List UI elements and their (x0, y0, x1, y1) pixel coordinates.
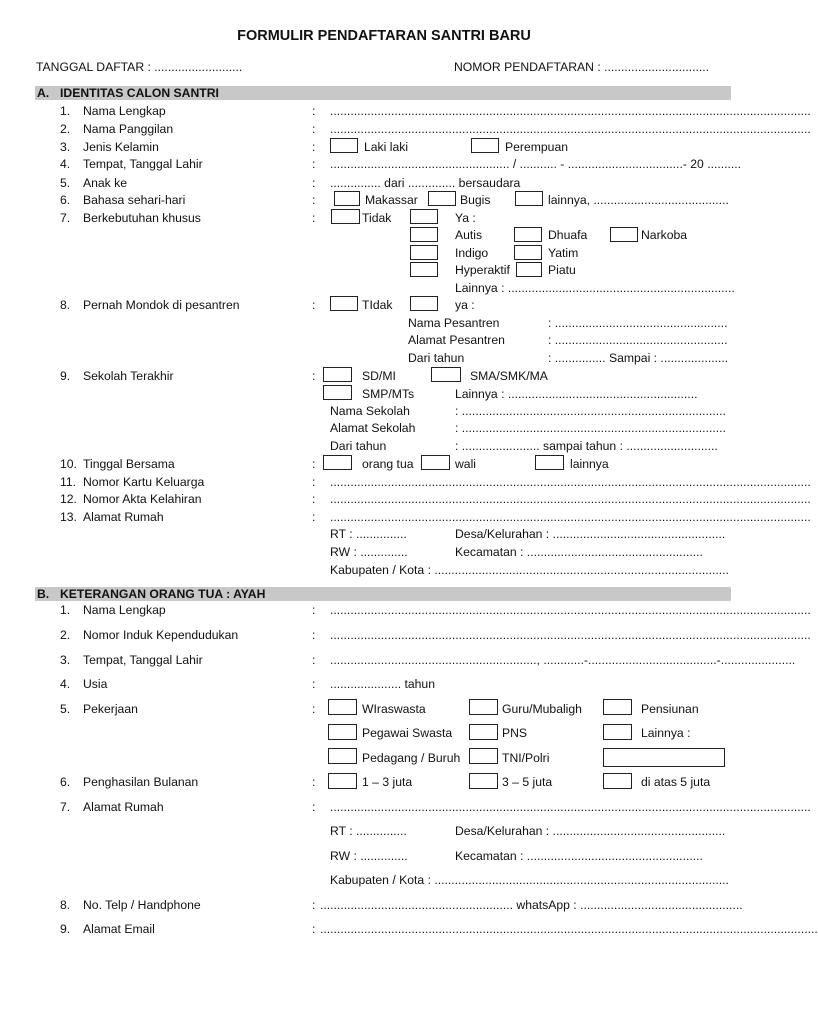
checkbox-pedagang[interactable] (328, 748, 357, 764)
option-piatu: Piatu (548, 263, 576, 277)
label-nama-sekolah: Nama Sekolah (330, 404, 410, 418)
item-number: 4. (60, 157, 71, 171)
item-number: 2. (60, 122, 71, 136)
checkbox-sma[interactable] (431, 367, 461, 382)
label-nama-panggilan: Nama Panggilan (83, 122, 174, 136)
colon: : (312, 157, 316, 171)
option-wiraswasta: WIraswasta (362, 702, 426, 716)
option-tni-polri: TNI/Polri (502, 751, 550, 765)
checkbox-pensiunan[interactable] (603, 699, 632, 715)
item-number: 9. (60, 369, 71, 383)
label-pernah-mondok: Pernah Mondok di pesantren (83, 298, 240, 312)
colon: : (312, 800, 316, 814)
registration-number-field[interactable]: NOMOR PENDAFTARAN : ............................... (454, 60, 710, 74)
section-a-title: IDENTITAS CALON SANTRI (60, 86, 219, 100)
checkbox-bugis[interactable] (428, 191, 456, 206)
colon: : (312, 702, 316, 716)
colon: : (312, 140, 316, 154)
label-jenis-kelamin: Jenis Kelamin (83, 140, 159, 154)
option-sd-mi: SD/MI (362, 369, 396, 383)
option-mondok-ya: ya : (455, 298, 475, 312)
checkbox-narkoba[interactable] (610, 227, 638, 242)
item-number: 4. (60, 677, 71, 691)
label-anak-ke: Anak ke (83, 176, 128, 190)
colon: : (312, 193, 316, 207)
checkbox-wiraswasta[interactable] (328, 699, 357, 715)
label-nama-pesantren: Nama Pesantren (408, 316, 500, 330)
option-bugis: Bugis (460, 193, 491, 207)
label-alamat-rumah: Alamat Rumah (83, 510, 164, 524)
checkbox-laki-laki[interactable] (330, 138, 358, 153)
item-number: 6. (60, 193, 71, 207)
field-ayah-nik[interactable]: .............................................................................................................................................. (330, 628, 811, 642)
option-hyperaktif: Hyperaktif (455, 263, 510, 277)
label-nama-lengkap: Nama Lengkap (83, 104, 166, 118)
colon: : (312, 457, 316, 471)
colon: : (312, 211, 316, 225)
item-number: 5. (60, 702, 71, 716)
label-ayah-email: Alamat Email (83, 922, 155, 936)
checkbox-pns[interactable] (469, 724, 498, 740)
checkbox-pekerjaan-lainnya[interactable] (603, 724, 632, 740)
colon: : (312, 628, 316, 642)
field-ayah-rw[interactable]: RW : .............. (330, 849, 408, 863)
item-number: 5. (60, 176, 71, 190)
field-ayah-kabupaten[interactable]: Kabupaten / Kota : ....................................................................................... (330, 873, 729, 887)
option-ya: Ya : (455, 211, 476, 225)
option-pns: PNS (502, 726, 528, 740)
option-yatim: Yatim (548, 246, 579, 260)
item-number: 8. (60, 898, 71, 912)
option-tinggal-lainnya: lainnya (570, 457, 609, 471)
option-pensiunan: Pensiunan (641, 702, 699, 716)
option-penghasilan-3-5: 3 – 5 juta (502, 775, 553, 789)
item-number: 1. (60, 603, 71, 617)
item-number: 12. (60, 492, 77, 506)
colon: : (312, 298, 316, 312)
checkbox-wali[interactable] (421, 455, 450, 470)
field-nomor-kk[interactable]: .............................................................................................................................................. (330, 475, 811, 489)
option-guru: Guru/Mubaligh (502, 702, 582, 716)
option-makassar: Makassar (365, 193, 418, 207)
colon: : (312, 122, 316, 136)
label-bahasa: Bahasa sehari-hari (83, 193, 186, 207)
option-tidak: Tidak (362, 211, 392, 225)
checkbox-hyperaktif[interactable] (410, 262, 438, 277)
checkbox-bahasa-lainnya[interactable] (515, 191, 543, 206)
option-sma: SMA/SMK/MA (470, 369, 548, 383)
option-smp-mts: SMP/MTs (362, 387, 415, 401)
field-ayah-email[interactable]: ................................................................................................................................................... (320, 922, 818, 936)
label-ayah-telp: No. Telp / Handphone (83, 898, 201, 912)
item-number: 3. (60, 140, 71, 154)
colon: : (312, 603, 316, 617)
colon: : (312, 492, 316, 506)
checkbox-sd-mi[interactable] (323, 367, 352, 382)
field-kabupaten-kota[interactable]: Kabupaten / Kota : ....................................................................................... (330, 563, 729, 577)
checkbox-pegawai-swasta[interactable] (328, 724, 357, 740)
label-ayah-alamat: Alamat Rumah (83, 800, 164, 814)
colon: : (312, 369, 316, 383)
field-ayah-rt[interactable]: RT : ............... (330, 824, 407, 838)
option-penghasilan-1-3: 1 – 3 juta (362, 775, 413, 789)
field-rw[interactable]: RW : .............. (330, 545, 408, 559)
item-number: 3. (60, 653, 71, 667)
option-dhuafa: Dhuafa (548, 228, 588, 242)
option-laki-laki: Laki laki (364, 140, 409, 154)
colon: : (312, 176, 316, 190)
colon: : (312, 653, 316, 667)
checkbox-tidak[interactable] (331, 209, 360, 224)
label-dari-tahun-sekolah: Dari tahun (330, 439, 387, 453)
label-ayah-nama: Nama Lengkap (83, 603, 166, 617)
field-kebutuhan-lainnya[interactable]: Lainnya : ................................................................... (455, 281, 735, 295)
option-orang-tua: orang tua (362, 457, 414, 471)
label-nomor-kk: Nomor Kartu Keluarga (83, 475, 205, 489)
option-perempuan: Perempuan (505, 140, 569, 154)
checkbox-smp-mts[interactable] (323, 385, 352, 400)
option-pegawai-swasta: Pegawai Swasta (362, 726, 453, 740)
checkbox-guru[interactable] (469, 699, 498, 715)
checkbox-piatu[interactable] (516, 262, 542, 277)
section-a-letter: A. (37, 86, 50, 100)
field-ayah-ttl[interactable]: ............................................................., ............-......................................-...................... (330, 653, 796, 667)
form-title: FORMULIR PENDAFTARAN SANTRI BARU (237, 28, 531, 44)
item-number: 6. (60, 775, 71, 789)
option-wali: wali (455, 457, 476, 471)
checkbox-indigo[interactable] (410, 245, 438, 260)
checkbox-perempuan[interactable] (471, 138, 499, 153)
colon: : (312, 922, 316, 936)
item-number: 11. (60, 475, 77, 489)
label-ayah-usia: Usia (83, 677, 108, 691)
label-dari-tahun: Dari tahun (408, 351, 465, 365)
field-alamat-pesantren[interactable]: : ................................................... (548, 333, 728, 347)
item-number: 7. (60, 800, 71, 814)
label-ayah-pekerjaan: Pekerjaan (83, 702, 138, 716)
colon: : (312, 104, 316, 118)
colon: : (312, 677, 316, 691)
checkbox-tinggal-lainnya[interactable] (535, 455, 564, 470)
label-ayah-nik: Nomor Induk Kependudukan (83, 628, 239, 642)
checkbox-tni-polri[interactable] (469, 748, 498, 764)
item-number: 2. (60, 628, 71, 642)
field-nama-pesantren[interactable]: : ................................................... (548, 316, 728, 330)
label-ayah-penghasilan: Penghasilan Bulanan (83, 775, 199, 789)
checkbox-autis[interactable] (410, 227, 438, 242)
checkbox-makassar[interactable] (334, 191, 360, 206)
input-pekerjaan-lainnya[interactable] (603, 748, 725, 767)
field-nama-panggilan[interactable]: .............................................................................................................................................. (330, 122, 811, 136)
option-bahasa-lainnya[interactable]: lainnya, ........................................ (548, 193, 729, 207)
label-berkebutuhan-khusus: Berkebutuhan khusus (83, 211, 201, 225)
field-akta-kelahiran[interactable]: .............................................................................................................................................. (330, 492, 811, 506)
option-pedagang: Pedagang / Buruh (362, 751, 461, 765)
field-tahun-pesantren[interactable]: : ............... Sampai : .................... (548, 351, 729, 365)
checkbox-dhuafa[interactable] (514, 227, 542, 242)
checkbox-orang-tua[interactable] (323, 455, 352, 470)
field-alamat-rumah[interactable]: .............................................................................................................................................. (330, 510, 811, 524)
field-anak-ke[interactable]: ............... dari .............. bersaudara (330, 176, 521, 190)
label-ayah-ttl: Tempat, Tanggal Lahir (83, 653, 203, 667)
label-tempat-tanggal-lahir: Tempat, Tanggal Lahir (83, 157, 203, 171)
field-ayah-kecamatan[interactable]: Kecamatan : .................................................... (455, 849, 703, 863)
item-number: 9. (60, 922, 71, 936)
checkbox-mondok-tidak[interactable] (330, 296, 358, 311)
label-sekolah-terakhir: Sekolah Terakhir (83, 369, 174, 383)
label-akta-kelahiran: Nomor Akta Kelahiran (83, 492, 202, 506)
field-ayah-alamat[interactable]: .............................................................................................................................................. (330, 800, 811, 814)
section-b-letter: B. (37, 587, 50, 601)
item-number: 8. (60, 298, 71, 312)
field-alamat-sekolah[interactable]: : .............................................................................. (455, 421, 726, 435)
field-kecamatan[interactable]: Kecamatan : .................................................... (455, 545, 703, 559)
option-penghasilan-5: di atas 5 juta (641, 775, 711, 789)
option-pekerjaan-lainnya: Lainnya : (641, 726, 691, 740)
field-sekolah-lainnya[interactable]: Lainnya : ........................................................ (455, 387, 698, 401)
item-number: 13. (60, 510, 77, 524)
colon: : (312, 898, 316, 912)
field-ayah-desa[interactable]: Desa/Kelurahan : ................................................... (455, 824, 726, 838)
item-number: 7. (60, 211, 71, 225)
field-rt[interactable]: RT : ............... (330, 527, 407, 541)
label-tinggal-bersama: Tinggal Bersama (83, 457, 175, 471)
label-alamat-pesantren: Alamat Pesantren (408, 333, 505, 347)
field-desa-kelurahan[interactable]: Desa/Kelurahan : ................................................... (455, 527, 726, 541)
label-alamat-sekolah: Alamat Sekolah (330, 421, 416, 435)
field-ayah-nama[interactable]: .............................................................................................................................................. (330, 603, 811, 617)
option-autis: Autis (455, 228, 483, 242)
checkbox-ya[interactable] (410, 209, 438, 224)
field-tahun-sekolah[interactable]: : ....................... sampai tahun : ........................... (455, 439, 718, 453)
item-number: 10. (60, 457, 77, 471)
field-nama-sekolah[interactable]: : .............................................................................. (455, 404, 726, 418)
colon: : (312, 475, 316, 489)
checkbox-mondok-ya[interactable] (410, 296, 438, 311)
item-number: 1. (60, 104, 71, 118)
registration-date-field[interactable]: TANGGAL DAFTAR : .......................... (36, 60, 243, 74)
checkbox-penghasilan-5[interactable] (603, 773, 632, 789)
field-tempat-tanggal-lahir[interactable]: ..................................................... / ........... - ..................................- 20 .......... (330, 157, 742, 171)
field-ayah-telp[interactable]: ......................................................... whatsApp : ................................................ (320, 898, 743, 912)
option-narkoba: Narkoba (641, 228, 688, 242)
colon: : (312, 510, 316, 524)
section-b-title: KETERANGAN ORANG TUA : AYAH (60, 587, 266, 601)
checkbox-penghasilan-3-5[interactable] (469, 773, 498, 789)
field-nama-lengkap[interactable]: .............................................................................................................................................. (330, 104, 811, 118)
checkbox-penghasilan-1-3[interactable] (328, 773, 357, 789)
checkbox-yatim[interactable] (514, 245, 542, 260)
colon: : (312, 775, 316, 789)
field-ayah-usia[interactable]: ..................... tahun (330, 677, 435, 691)
option-mondok-tidak: TIdak (362, 298, 393, 312)
option-indigo: Indigo (455, 246, 489, 260)
